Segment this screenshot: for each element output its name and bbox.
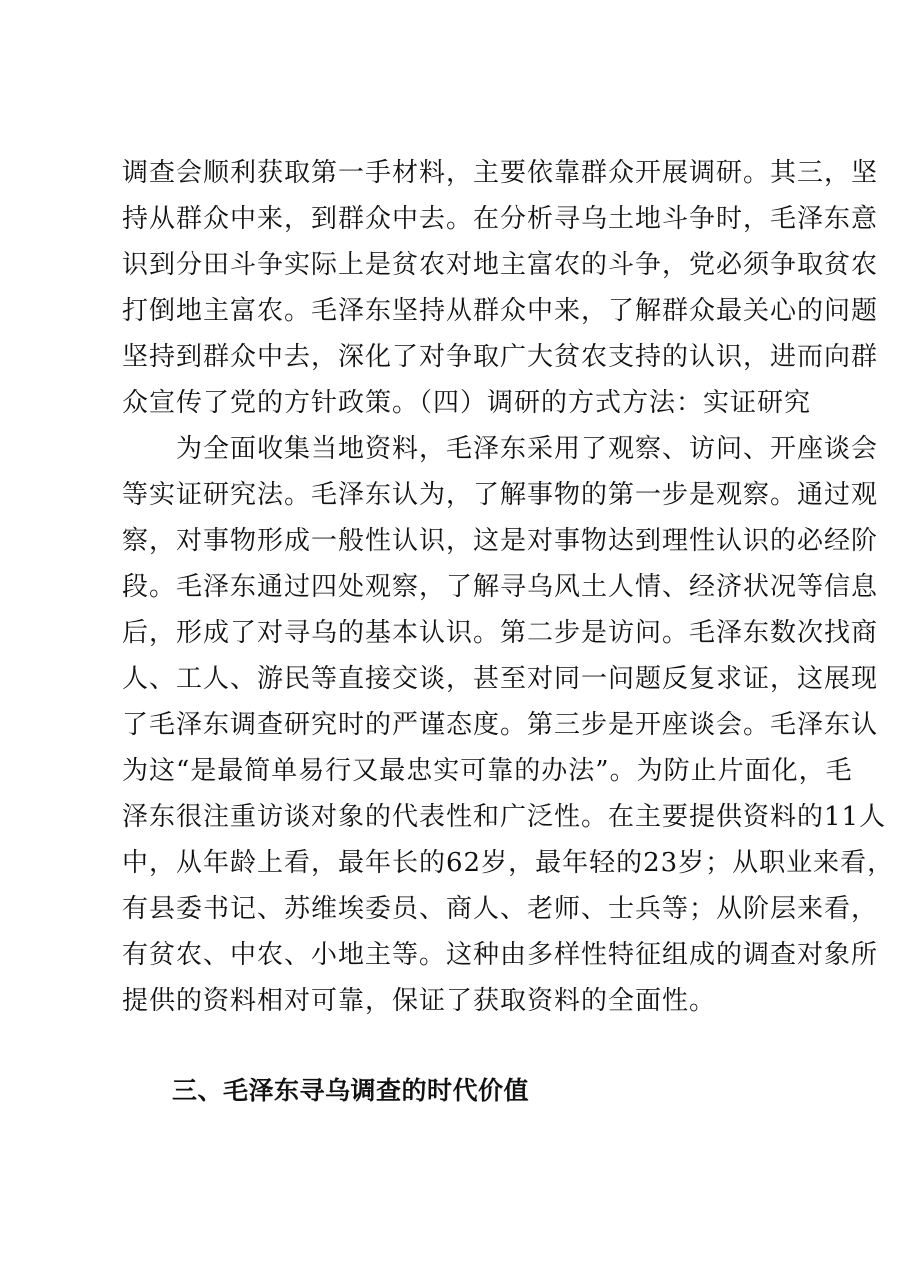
paragraph-1-line: 持从群众中来，到群众中去。在分析寻乌土地斗争时，毛泽东意 — [122, 204, 879, 234]
paragraph-2-line: 有贫农、中农、小地主等。这种由多样性特征组成的调查对象所 — [122, 940, 879, 970]
paragraph-1-line: 调查会顺利获取第一手材料，主要依靠群众开展调研。其三，坚 — [122, 158, 879, 188]
paragraph-2-line: 人、工人、游民等直接交谈，甚至对同一问题反复求证，这展现 — [122, 664, 879, 694]
paragraph-2-line: 察，对事物形成一般性认识，这是对事物达到理性认识的必经阶 — [122, 526, 879, 556]
paragraph-2-line: 有县委书记、苏维埃委员、商人、老师、士兵等；从阶层来看， — [122, 894, 879, 924]
paragraph-2-line: 了毛泽东调查研究时的严谨态度。第三步是开座谈会。毛泽东认 — [122, 710, 879, 740]
paragraph-2-line: 为这“是最简单易行又最忠实可靠的办法”。为防止片面化，毛 — [122, 756, 853, 786]
paragraph-2-line: 为全面收集当地资料，毛泽东采用了观察、访问、开座谈会 — [122, 434, 879, 464]
paragraph-2-line: 等实证研究法。毛泽东认为，了解事物的第一步是观察。通过观 — [122, 480, 879, 510]
paragraph-1 — [122, 150, 879, 426]
paragraph-2-line: 后，形成了对寻乌的基本认识。第二步是访问。毛泽东数次找商 — [122, 618, 879, 648]
paragraph-2-line: 段。毛泽东通过四处观察，了解寻乌风土人情、经济状况等信息 — [122, 572, 879, 602]
paragraph-2 — [122, 426, 895, 1024]
paragraph-1-line: 众宣传了党的方针政策。（四）调研的方式方法：实证研究 — [122, 388, 812, 418]
paragraph-2-line: 泽东很注重访谈对象的代表性和广泛性。在主要提供资料的11人 — [122, 802, 887, 832]
paragraph-1-line: 坚持到群众中去，深化了对争取广大贫农支持的认识，进而向群 — [122, 342, 879, 372]
paragraph-2-line: 提供的资料相对可靠，保证了获取资料的全面性。 — [122, 986, 717, 1016]
paragraph-1-line: 识到分田斗争实际上是贫农对地主富农的斗争，党必须争取贫农 — [122, 250, 879, 280]
paragraph-2-line: 中，从年龄上看，最年长的62岁，最年轻的23岁；从职业来看， — [122, 848, 895, 878]
paragraph-1-line: 打倒地主富农。毛泽东坚持从群众中来，了解群众最关心的问题 — [122, 296, 879, 326]
section-heading: 三、毛泽东寻乌调查的时代价值 — [172, 1076, 530, 1105]
